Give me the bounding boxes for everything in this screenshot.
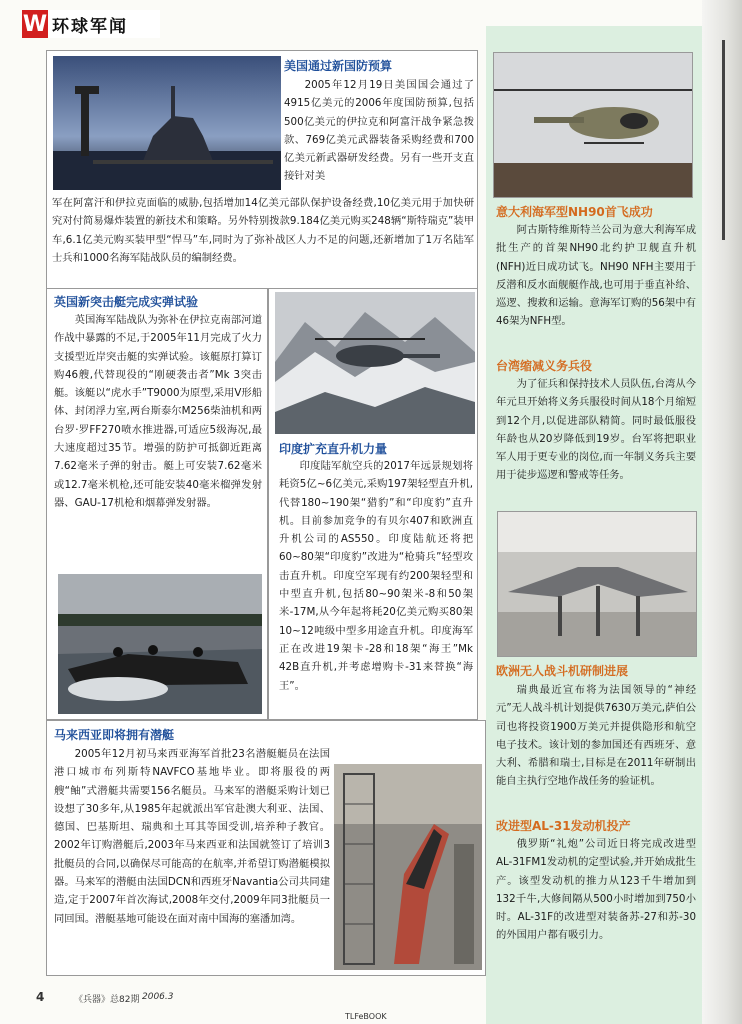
issue-date: 2006.3 bbox=[142, 992, 174, 1002]
page-number: 4 bbox=[36, 990, 45, 1004]
taiwan-paragraph: 为了征兵和保持技术人员队伍,台湾从今年元旦开始将义务兵服役时间从18个月缩短到12个月,以促进部队精简。同时最低服役年龄也从20岁降低到19岁。台军将把职业军人用于更专业的岗位,而一年制义务兵主要用于徒步巡逻和警戒等任务。 bbox=[496, 378, 696, 482]
credit-text: TLFeBOOK bbox=[345, 1012, 387, 1021]
us-budget-paragraph-1: 2005年12月19日美国国会通过了4915亿美元的2006年度国防预算,包括500亿美元的伊拉克和阿富汗战争紧急拨款、769亿美元武器装备采购经费和700亿美元新武器研发经费。另有一些开支直接针对美 bbox=[284, 79, 474, 183]
india-heli-paragraph: 印度陆军航空兵的2017年远景规划将耗资5亿~6亿美元,采购197架轻型直升机,代替180~190架“猎豹”和“印度豹”直升机。目前参加竞争的有贝尔407和欧洲直升机公司的AS550。印度陆航还将把60~80架“印度豹”改进为“枪骑兵”轻型攻击直升机。印度空军现有约200架轻型和中型直升机,包括80~90架米-8和50架米-17M,从今年起将耗20亿美元购买80架10~12吨级中型多用途直升机。印度海军正在改进19架卡-28和18架“海王”Mk 42B直升机,并考虑增购卡-31来替换“海王”。 bbox=[279, 460, 473, 692]
nh90-helicopter-photo bbox=[493, 52, 693, 198]
uk-boat-paragraph: 英国海军陆战队为弥补在伊拉克南部河道作战中暴露的不足,于2005年11月完成了火力支援型近岸突击艇的实弹试验。该艇原打算订购46艘,代替现役的“刚硬袭击者”Mk 3突击艇。该艇以“虎水手”T9000为原型,采用V形船体、封闭浮力室,两台斯泰尔M256柴油机和两台罗·罗FF270喷水推进器,可适应5级海况,最大速度超过35节。增强的防护可抵御近距离7.62毫米子弹的射击。艇上可安装7.62毫米或12.7毫米机枪,还可能安装40毫米榴弹发射器、GAU-17机枪和烟幕弹发射器。 bbox=[54, 314, 262, 509]
helicopter-mountain-photo bbox=[275, 292, 475, 434]
warship-photo bbox=[53, 56, 281, 190]
submarine-construction-photo bbox=[334, 764, 482, 970]
europe-ucav-paragraph: 瑞典最近宣布将为法国领导的“神经元”无人战斗机计划提供7630万美元,萨伯公司也将投资1900万美元并提供隐形和航空电子技术。该计划的参加国还有西班牙、意大利、希腊和瑞士,目标是在2011年研制出能自主执行空地作战任务的验证机。 bbox=[496, 684, 696, 788]
masthead-letter: W bbox=[22, 11, 48, 37]
malaysia-sub-paragraph: 2005年12月初马来西亚海军首批23名潜艇艇员在法国港口城市布列斯特NAVFCO基地毕业。即将服役的两艘“鲉”式潜艇共需要156名艇员。马来军的潜艇采购计划已设想了30多年,从1985年起就派出军官赴澳大利亚、法国、德国、巴基斯坦、瑞典和土耳其等国受训,培养种子教官。2002年订购潜艇后,2003年马来西亚和法国就签订了培训3批艇员的合同,以确保尽可能高的在航率,并希望订购潜艇模拟器。马来军的潜艇由法国DCN和西班牙Navantia公司共同建造,定于2007年首次海试,2008年交付,2009年同3批艇员一同回国。潜艇基地可能设在面对南中国海的塞潘加湾。 bbox=[54, 748, 330, 925]
al31-paragraph: 俄罗斯“礼炮”公司近日将完成改进型AL-31FM1发动机的定型试验,并开始成批生产。该型发动机的推力从123千牛增加到132千牛,大修间隔从500小时增加到750小时。AL-31F的改进型对装备苏-27和苏-30的外国用户都有吸引力。 bbox=[496, 838, 696, 942]
masthead-logo bbox=[22, 10, 160, 38]
page-binding-edge bbox=[702, 0, 742, 1024]
europe-ucav-heading: 欧洲无人战斗机研制进展 bbox=[496, 664, 629, 678]
magazine-issue: 《兵器》总82期 bbox=[74, 995, 140, 1005]
assault-boat-photo bbox=[58, 574, 262, 714]
us-budget-heading: 美国通过新国防预算 bbox=[284, 59, 393, 73]
italy-nh90-heading: 意大利海军型NH90首飞成功 bbox=[496, 205, 653, 219]
india-heli-heading: 印度扩充直升机力量 bbox=[279, 442, 388, 456]
masthead-title: 环球军闻 bbox=[52, 16, 128, 37]
taiwan-heading: 台湾缩减义务兵役 bbox=[496, 359, 593, 373]
uk-boat-heading: 英国新突击艇完成实弹试验 bbox=[54, 295, 199, 309]
italy-nh90-paragraph: 阿古斯特维斯特兰公司为意大利海军成批生产的首架NH90北约护卫舰直升机(NFH)近日成功试飞。NH90 NFH主要用于反潜和反水面舰艇作战,也可用于垂直补给、巡逻、搜救和运输。意海军订购的56架中有46架为NFH型。 bbox=[496, 224, 696, 328]
al31-heading: 改进型AL-31发动机投产 bbox=[496, 819, 631, 833]
us-budget-paragraph-2: 军在阿富汗和伊拉克面临的威胁,包括增加14亿美元部队保护设备经费,10亿美元用于加快研究对付简易爆炸装置的新技术和策略。另外特别拨款9.184亿美元购买248辆“斯特瑞克”装甲车,6.1亿美元购买装甲型“悍马”车,同时为了弥补战区人力不足的问题,还新增加了1万名陆军士兵和1000名海军陆战队员的编制经费。 bbox=[52, 197, 474, 264]
malaysia-sub-heading: 马来西亚即将拥有潜艇 bbox=[54, 728, 175, 742]
ucav-model-photo bbox=[497, 511, 697, 657]
